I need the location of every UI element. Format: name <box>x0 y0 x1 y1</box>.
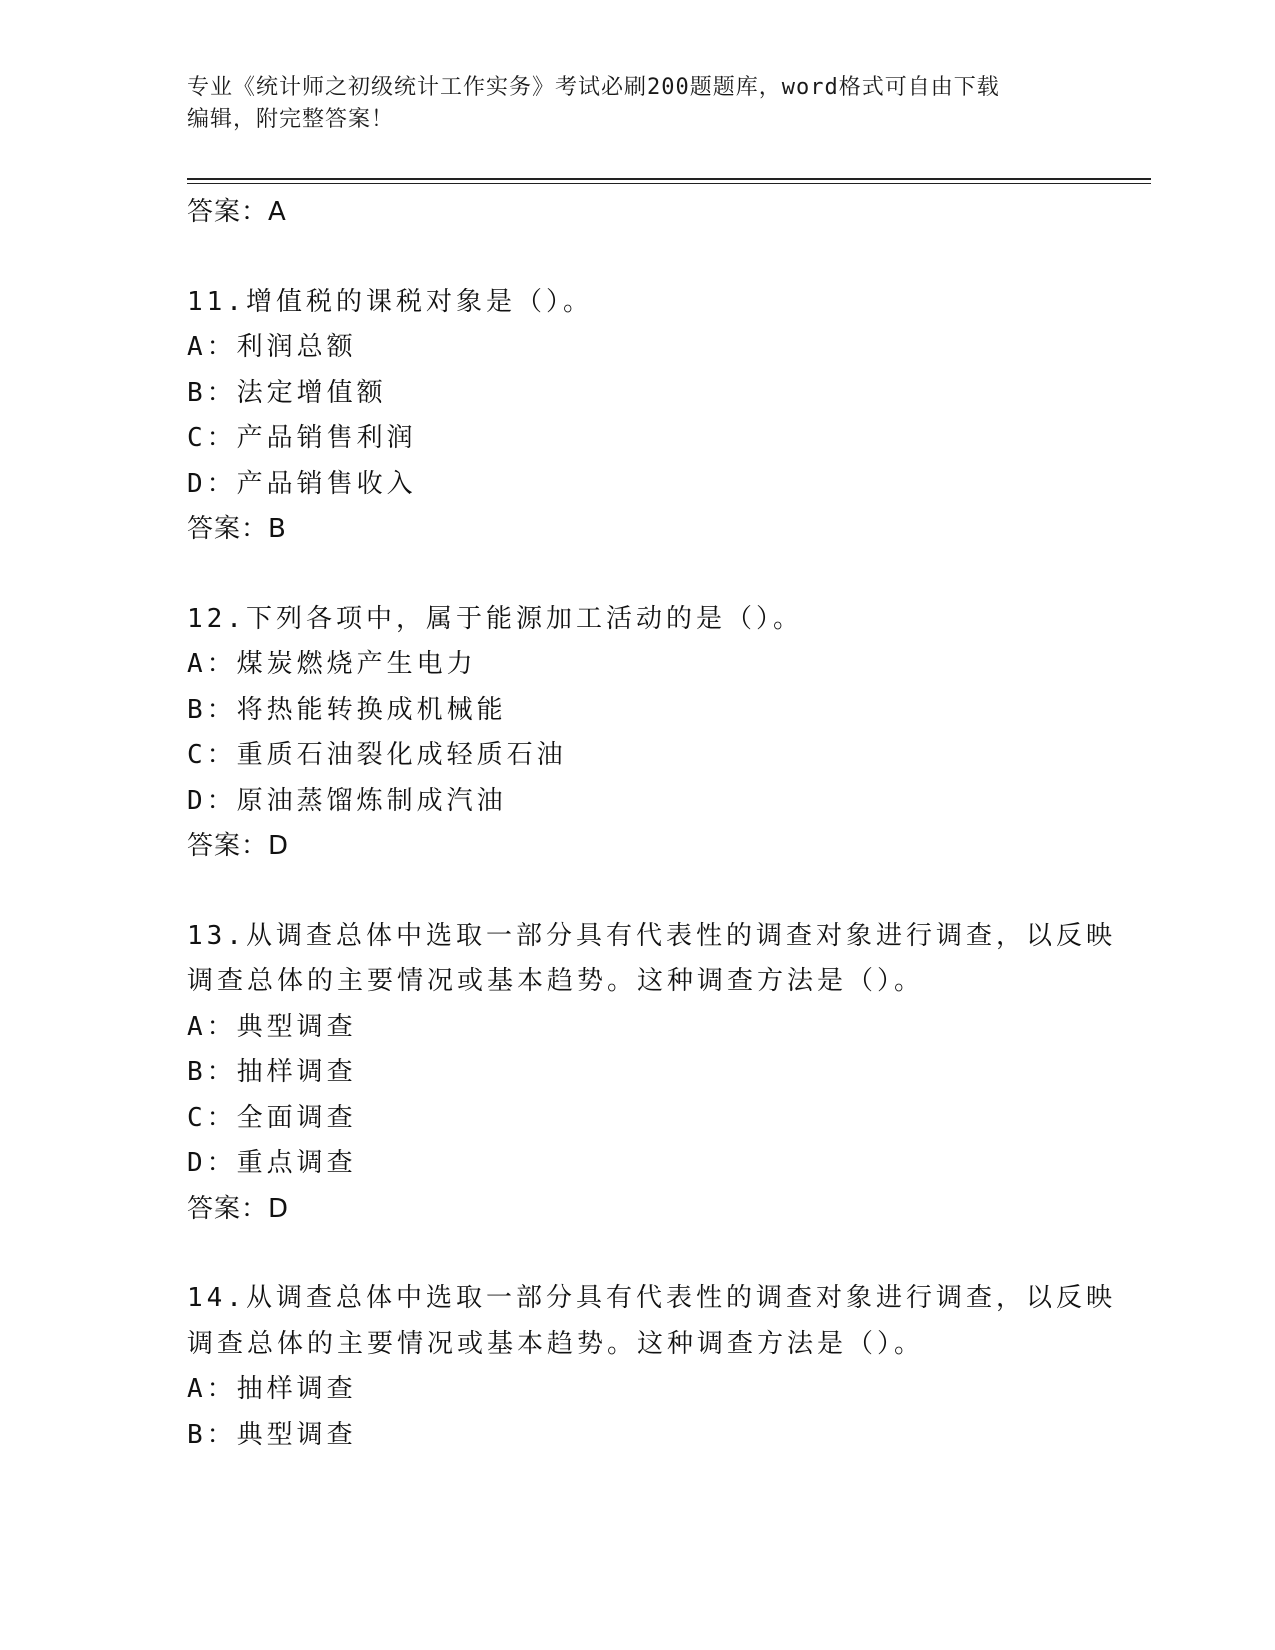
option-b: B：典型调查 <box>187 1419 357 1450</box>
header-divider-thin <box>187 183 1151 184</box>
option-b: B：法定增值额 <box>187 377 387 408</box>
option-c: C：产品销售利润 <box>187 423 417 453</box>
question-stem-line-2: 调查总体的主要情况或基本趋势。这种调查方法是（）。 <box>187 966 925 996</box>
spacer <box>187 236 1087 280</box>
question-block <box>187 280 1087 553</box>
question-stem-line-2: 调查总体的主要情况或基本趋势。这种调查方法是（）。 <box>187 1328 925 1359</box>
spacer <box>187 870 1087 914</box>
option-d: D：重点调查 <box>187 1148 357 1178</box>
option-b: B：将热能转换成机械能 <box>187 694 507 725</box>
option-b: B：抽样调查 <box>187 1057 357 1087</box>
question-stem-line-1: 13.从调查总体中选取一部分具有代表性的调查对象进行调查，以反映 <box>187 920 1116 951</box>
spacer <box>187 1232 1087 1276</box>
option-a: A：抽样调查 <box>187 1374 357 1404</box>
answer-line: 答案：B <box>187 514 287 544</box>
question-stem: 11.增值税的课税对象是（）。 <box>187 286 593 317</box>
question-stem: 12.下列各项中，属于能源加工活动的是（）。 <box>187 603 803 634</box>
spacer <box>187 553 1087 597</box>
option-c: C：全面调查 <box>187 1102 357 1133</box>
header-line-1: 专业《统计师之初级统计工作实务》考试必刷200题题库，word格式可自由下载 <box>187 75 1000 100</box>
question-block <box>187 597 1087 870</box>
option-a: A：利润总额 <box>187 332 357 362</box>
header-line-2: 编辑，附完整答案！ <box>187 107 395 132</box>
question-block <box>187 914 1116 1233</box>
option-d: D：产品销售收入 <box>187 468 417 499</box>
question-block <box>187 1276 1116 1458</box>
option-c: C：重质石油裂化成轻质石油 <box>187 740 567 770</box>
option-a: A：典型调查 <box>187 1011 357 1042</box>
option-a: A：煤炭燃烧产生电力 <box>187 649 477 679</box>
answer-line: 答案：D <box>187 1193 290 1224</box>
option-d: D：原油蒸馏炼制成汽油 <box>187 785 507 816</box>
question-list <box>187 190 1116 1458</box>
document-header <box>187 72 1067 136</box>
answer-line: 答案：D <box>187 831 290 861</box>
header-divider-thick <box>187 178 1151 180</box>
question-stem-line-1: 14.从调查总体中选取一部分具有代表性的调查对象进行调查，以反映 <box>187 1283 1116 1313</box>
answer-line: 答案：A <box>187 197 287 227</box>
